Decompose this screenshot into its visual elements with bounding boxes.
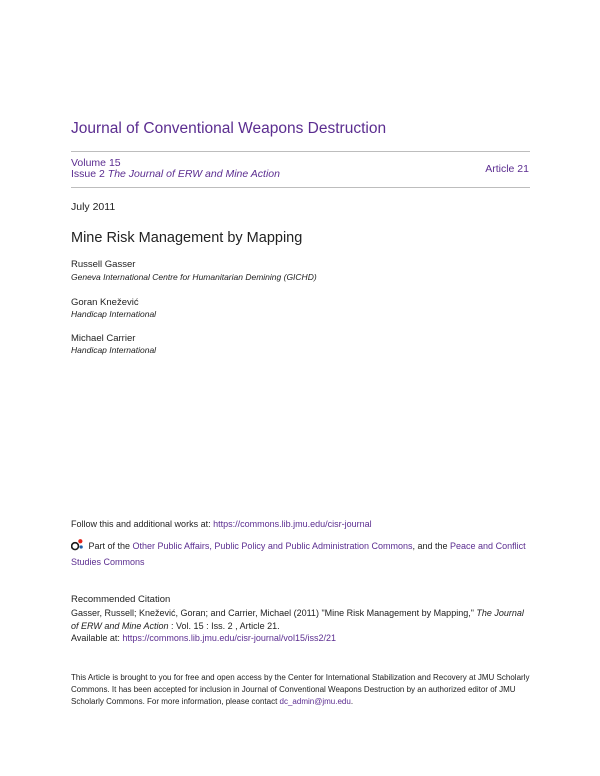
citation-volume: : Vol. 15 : Iss. 2 , Article 21. xyxy=(168,620,280,631)
volume-link[interactable]: Volume 15 xyxy=(71,157,121,169)
access-notice xyxy=(71,672,531,708)
commons-network-icon xyxy=(71,538,84,551)
part-of-prefix: Part of the xyxy=(86,541,133,551)
journal-title-link[interactable]: Journal of Conventional Weapons Destruction xyxy=(71,120,387,137)
bottom-divider xyxy=(71,187,530,188)
author-affiliation: Handicap International xyxy=(71,309,157,319)
author-name: Russell Gasser xyxy=(71,259,136,270)
article-number-link[interactable]: Article 21 xyxy=(485,163,529,175)
contact-email-link[interactable]: dc_admin@jmu.edu xyxy=(279,697,351,706)
article-title: Mine Risk Management by Mapping xyxy=(71,230,303,246)
issue-title-link[interactable]: The Journal of ERW and Mine Action xyxy=(107,168,280,180)
available-label: Available at: xyxy=(71,633,123,643)
public-policy-commons-link[interactable]: Other Public Affairs, Public Policy and Public Administration Commons xyxy=(132,541,413,551)
part-of-middle: , and the xyxy=(412,541,451,551)
publication-date: July 2011 xyxy=(71,201,116,213)
author-affiliation: Geneva International Centre for Humanitarian Demining (GICHD) xyxy=(71,272,317,282)
available-link[interactable]: https://commons.lib.jmu.edu/cisr-journal/vol15/iss2/21 xyxy=(122,633,336,643)
author-affiliation: Handicap International xyxy=(71,345,157,355)
citation-journal: The Journal of ERW and Mine Action xyxy=(71,608,524,631)
issue-line xyxy=(71,168,280,180)
part-of-line xyxy=(71,538,531,570)
follow-text: Follow this and additional works at: xyxy=(71,519,214,529)
access-notice-text: This Article is brought to you for free and open access by the Center for International Stabilization and Recovery at JMU Scholarly Commons. It has been accepted for inclusion in Journal of Conventional Weapons Destruction by an authorized editor of JMU Scholarly Commons. For more information, please contact xyxy=(71,673,530,706)
peace-conflict-commons-link[interactable]: Peace and Conflict Studies Commons xyxy=(71,541,526,567)
citation-text: Gasser, Russell; Knežević, Goran; and Carrier, Michael (2011) "Mine Risk Management by Mapping," xyxy=(71,608,477,618)
follow-line xyxy=(71,519,372,529)
author-name: Michael Carrier xyxy=(71,333,136,344)
recommended-citation-heading: Recommended Citation xyxy=(71,594,171,605)
access-notice-end: . xyxy=(350,697,354,706)
author-name: Goran Knežević xyxy=(71,297,139,308)
follow-link[interactable]: https://commons.lib.jmu.edu/cisr-journal xyxy=(213,519,372,529)
recommended-citation xyxy=(71,607,533,645)
top-divider xyxy=(71,151,530,152)
issue-link[interactable]: Issue 2 xyxy=(71,168,105,180)
